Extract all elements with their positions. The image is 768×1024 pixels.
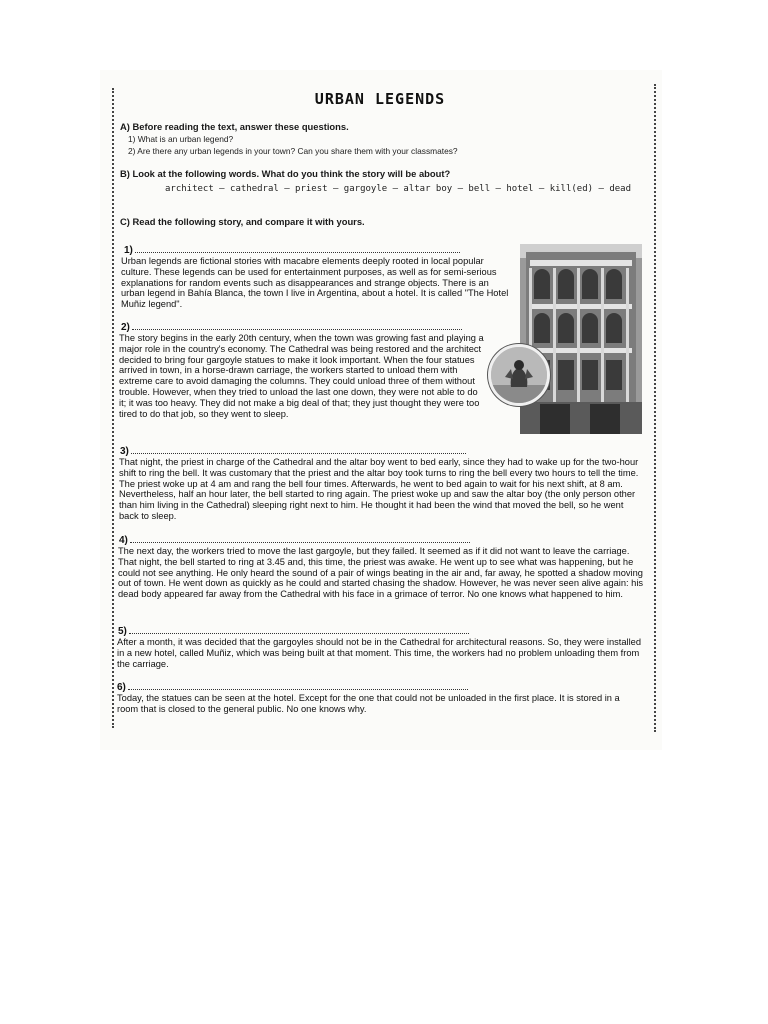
gargoyle-illustration [491,347,547,403]
hotel-facade-photo [520,244,642,434]
paragraph-1-title-blank [124,245,460,256]
left-perforation-edge [112,88,114,728]
section-c-heading: C) Read the following story, and compare it with yours. [120,216,365,227]
paragraph-6-title-blank [117,682,468,693]
section-a-question-2: 2) Are there any urban legends in your town? Can you share them with your classmates? [128,146,458,156]
section-a-heading: A) Before reading the text, answer these questions. [120,121,349,132]
paragraph-5-text: After a month, it was decided that the gargoyles should not be in the Cathedral for architectural reasons. So, they were installed in a new hotel, called Muñiz, which was being built at that moment. This time, the workers had no problem unloading them from the carriage. [117,637,642,669]
paragraph-1-number: 1) [124,245,133,256]
paragraph-6-number: 6) [117,682,126,693]
fill-in-line [132,323,462,330]
fill-in-line [128,683,468,690]
page-title: URBAN LEGENDS [314,90,446,108]
gargoyle-inset-photo [488,344,550,406]
paragraph-6-text: Today, the statues can be seen at the hotel. Except for the one that could not be unloaded in the first place. It is stored in a room that is closed to the general public. No one knows why. [117,693,620,714]
paragraph-4-number: 4) [119,535,128,546]
fill-in-line [129,627,469,634]
paragraph-5-number: 5) [118,626,127,637]
paragraph-2-title-blank [121,322,462,333]
paragraph-2-number: 2) [121,322,130,333]
paragraph-1-text: Urban legends are fictional stories with macabre elements deeply rooted in local popular culture. These legends can be used for entertainment purposes, as well as for semi-serious explanations for random events such as disappearances and strange objects. There is an urban legend in Bahía Blanca, the town I live in Argentina, about a hotel. It is called "The Hotel Muñiz legend". [121,256,509,310]
paragraph-4-text: The next day, the workers tried to move the last gargoyle, but they failed. It seemed as if it did not want to leave the carriage. That night, the bell started to ring at 3.45 and, this time, the priest was awake. He went up to see what was happening, but he could not see anything. He only heard the sound of a pair of wings beating in the air and, far away, he spotted a shadow moving out of town. He went down as quickly as he could and started chasing the shadow. However, he was never seen alive again: his dead body appeared far away from the Cathedral with his face in a grimace of terror. No one knows what happened to him. [118,546,644,600]
section-b-heading: B) Look at the following words. What do you think the story will be about? [120,168,451,179]
paragraph-3-number: 3) [120,446,129,457]
section-a-question-1: 1) What is an urban legend? [128,134,234,144]
fill-in-line [131,447,466,454]
vocabulary-word-list: architect – cathedral – priest – gargoyle – altar boy – bell – hotel – kill(ed) – dead [165,184,631,194]
paragraph-4-title-blank [119,535,470,546]
right-perforation-edge [654,84,656,732]
paragraph-2-text: The story begins in the early 20th century, when the town was growing fast and playing a major role in the country's economy. The Cathedral was being restored and the architect decided to bring four gargoyle statues to make it look important. When the four statues arrived in town, in a horse-drawn carriage, the workers started to unload them with extreme care to avoid damaging the columns. They could unload three of them without trouble. However, when they tried to unload the last one down, they were not able to do it; it was too heavy. They did not make a big deal of that; they just thought they were too tired to do that job, so they went to sleep. [119,333,484,419]
fill-in-line [130,536,470,543]
paragraph-5-title-blank [118,626,469,637]
fill-in-line [135,246,460,253]
paragraph-3-text: That night, the priest in charge of the Cathedral and the altar boy went to bed early, since they had to wake up for the two-hour shift to ring the bell. It was customary that the priest and the altar boy took turns to ring the bell every two hours to tell the time. The priest woke up at 4 am and rang the bell four times. Afterwards, he went to bed again to wait for his next shift, at 8 am. Nevertheless, half an hour later, the bell started to ring again. The priest woke up and saw the altar boy (the only person other than him living in the Cathedral) sleeping right next to him. He thought it had been the wind that moved the bell, so he went back to sleep. [119,457,639,521]
hotel-facade-illustration [520,244,642,434]
paragraph-3-title-blank [120,446,466,457]
